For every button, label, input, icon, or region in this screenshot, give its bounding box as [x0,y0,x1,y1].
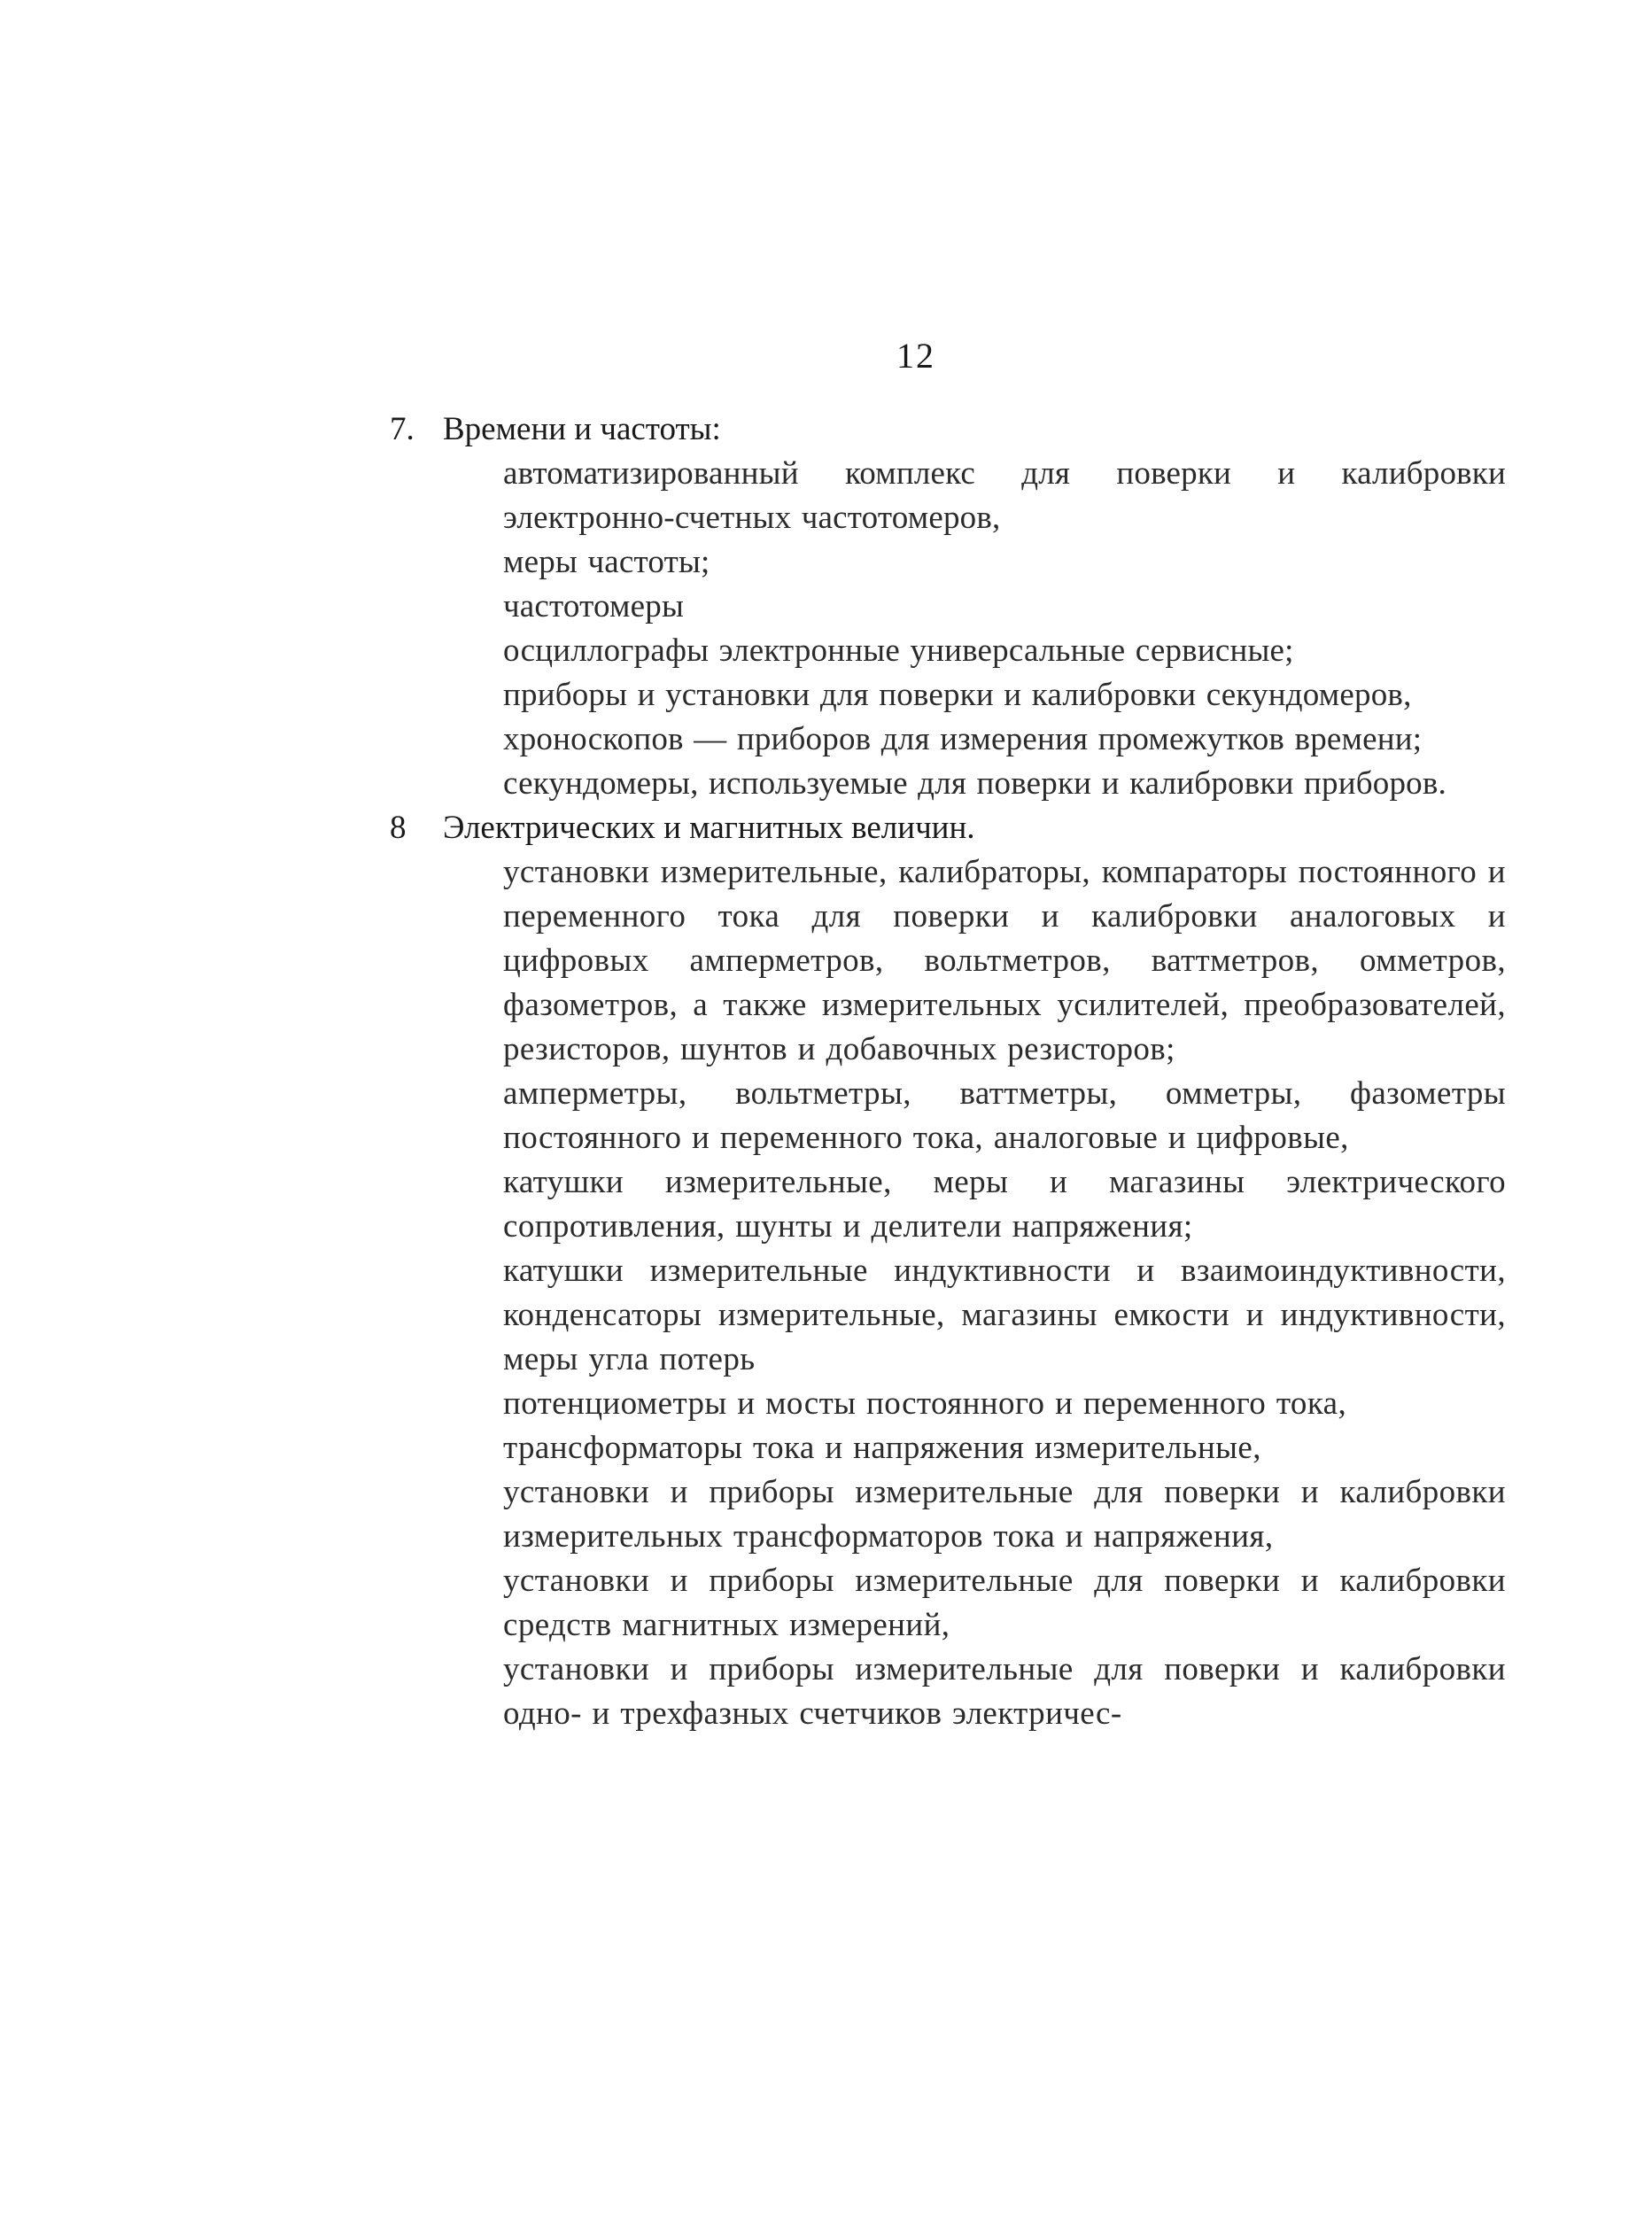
list-item: катушки измерительные индуктивности и взаимоиндуктивности, конденсаторы измерительные, магазины емкости и индуктивности, меры угла потерь [503,1253,1506,1377]
list-item: автоматизированный комплекс для поверки и калибровки электронно-счетных частотомеров, [503,455,1506,536]
section-number: 8 [390,810,407,846]
list-item: меры частоты; [503,544,710,580]
list-item: хроноскопов — приборов для измерения промежутков времени; [503,721,1423,757]
list-item: потенциометры и мосты постоянного и переменного тока, [503,1385,1347,1422]
list-item: частотомеры [503,588,685,624]
list-item: установки и приборы измерительные для поверки и калибровки средств магнитных измерений, [503,1563,1506,1643]
section-electric-magnetic [390,806,1506,1736]
list-item: секундомеры, используемые для поверки и калибровки приборов. [503,765,1446,802]
document-body [390,407,1506,1736]
list-item: установки измерительные, калибраторы, компараторы постоянного и переменного тока для поверки и калибровки аналоговых и цифровых амперметров, вольтметров, ваттметров, омметров, фазометров, а также измерительных усилителей, преобразователей, резисторов, шунтов и добавочных резисторов; [503,854,1506,1067]
list-item: катушки измерительные, меры и магазины электрического сопротивления, шунты и делители напряжения; [503,1164,1506,1245]
section-heading [390,407,1506,452]
section-title: Электрических и магнитных величин. [443,810,975,846]
list-item: трансформаторы тока и напряжения измерительные, [503,1430,1261,1466]
list-item: приборы и установки для поверки и калибровки секундомеров, [503,677,1412,713]
section-time-frequency [390,407,1506,806]
section-items [503,452,1506,806]
list-item: установки и приборы измерительные для поверки и калибровки одно- и трехфазных счетчиков электричес- [503,1651,1506,1732]
list-item: амперметры, вольтметры, ваттметры, омметры, фазометры постоянного и переменного тока, аналоговые и цифровые, [503,1075,1506,1156]
section-items [503,850,1506,1736]
section-title: Времени и частоты: [443,411,721,447]
section-number: 7. [390,411,415,447]
page-number: 12 [896,336,935,376]
section-heading [390,806,1506,850]
list-item: осциллографы электронные универсальные сервисные; [503,632,1294,669]
list-item: установки и приборы измерительные для поверки и калибровки измерительных трансформаторов тока и напряжения, [503,1474,1506,1555]
